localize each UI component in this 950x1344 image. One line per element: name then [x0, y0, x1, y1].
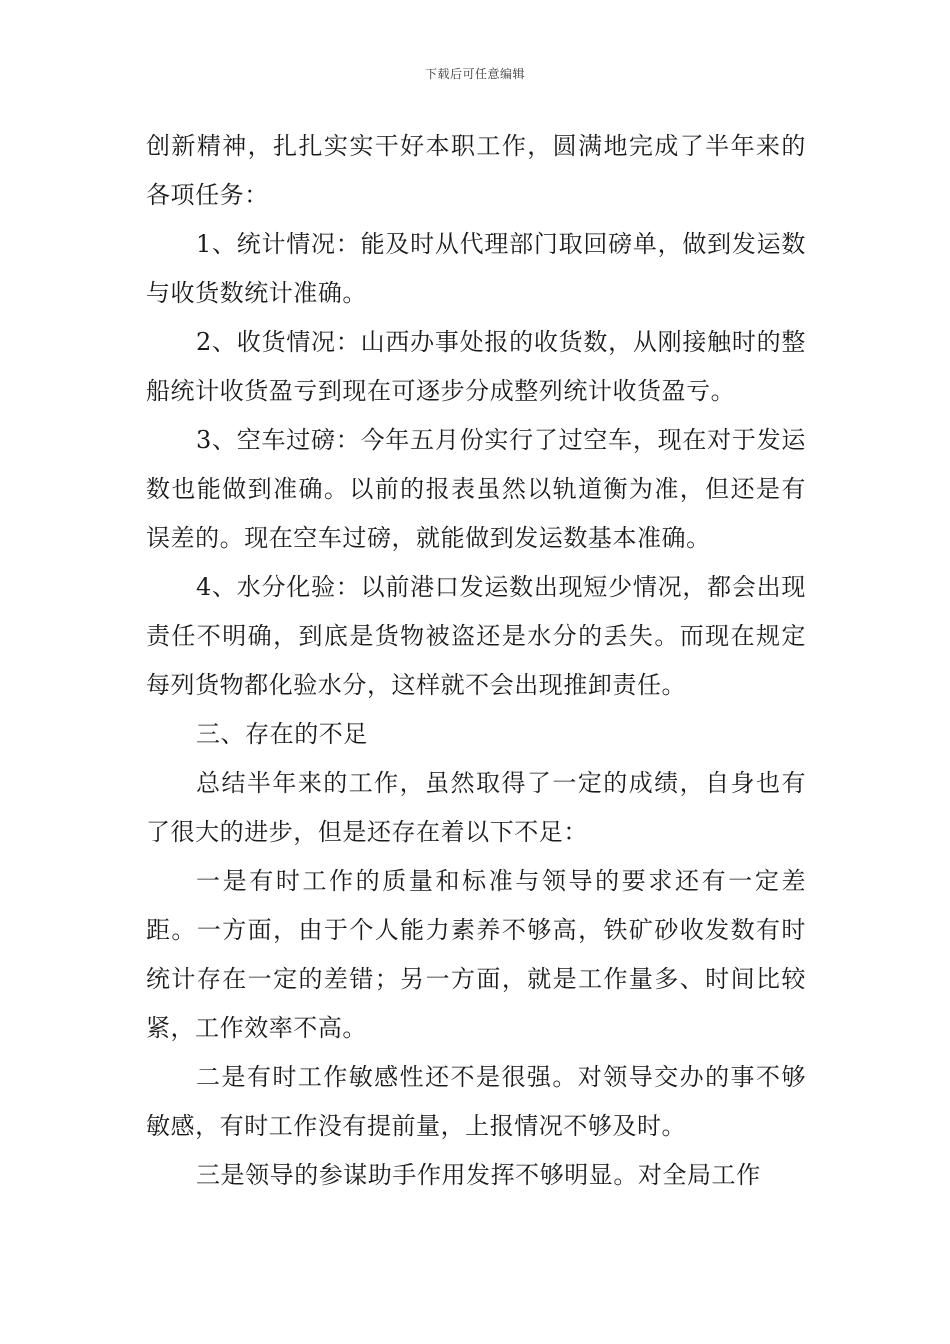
paragraph-intro: 创新精神，扎扎实实干好本职工作，圆满地完成了半年来的各项任务：: [146, 132, 806, 209]
paragraph-shortcoming-three: 三是领导的参谋助手作用发挥不够明显。对全局工作: [196, 1161, 761, 1189]
paragraph-item-moisture-test: 4、水分化验：以前港口发运数出现短少情况，都会出现责任不明确，到底是货物被盗还是水分的丢失。而现在规定每列货物都化验水分，这样就不会出现推卸责任。: [146, 573, 806, 699]
paragraph-summary: 总结半年来的工作，虽然取得了一定的成绩，自身也有了很大的进步，但是还存在着以下不足：: [146, 769, 806, 846]
paragraph-shortcoming-one: 一是有时工作的质量和标准与领导的要求还有一定差距。一方面，由于个人能力素养不够高，铁矿砂收发数有时统计存在一定的差错；另一方面，就是工作量多、时间比较紧，工作效率不高。: [146, 867, 806, 1042]
section-heading-shortcomings: 三、存在的不足: [196, 720, 368, 748]
paragraph-item-statistics: 1、统计情况：能及时从代理部门取回磅单，做到发运数与收货数统计准确。: [146, 230, 806, 307]
page-header-note: 下载后可任意编辑: [424, 67, 525, 81]
paragraph-item-receiving: 2、收货情况：山西办事处报的收货数，从刚接触时的整船统计收货盈亏到现在可逐步分成整列统计收货盈亏。: [146, 328, 806, 405]
paragraph-shortcoming-two: 二是有时工作敏感性还不是很强。对领导交办的事不够敏感，有时工作没有提前量，上报情况不够及时。: [146, 1063, 806, 1140]
document-body: [146, 122, 806, 1200]
paragraph-item-empty-weighing: 3、空车过磅：今年五月份实行了过空车，现在对于发运数也能做到准确。以前的报表虽然以轨道衡为准，但还是有误差的。现在空车过磅，就能做到发运数基本准确。: [146, 426, 806, 552]
